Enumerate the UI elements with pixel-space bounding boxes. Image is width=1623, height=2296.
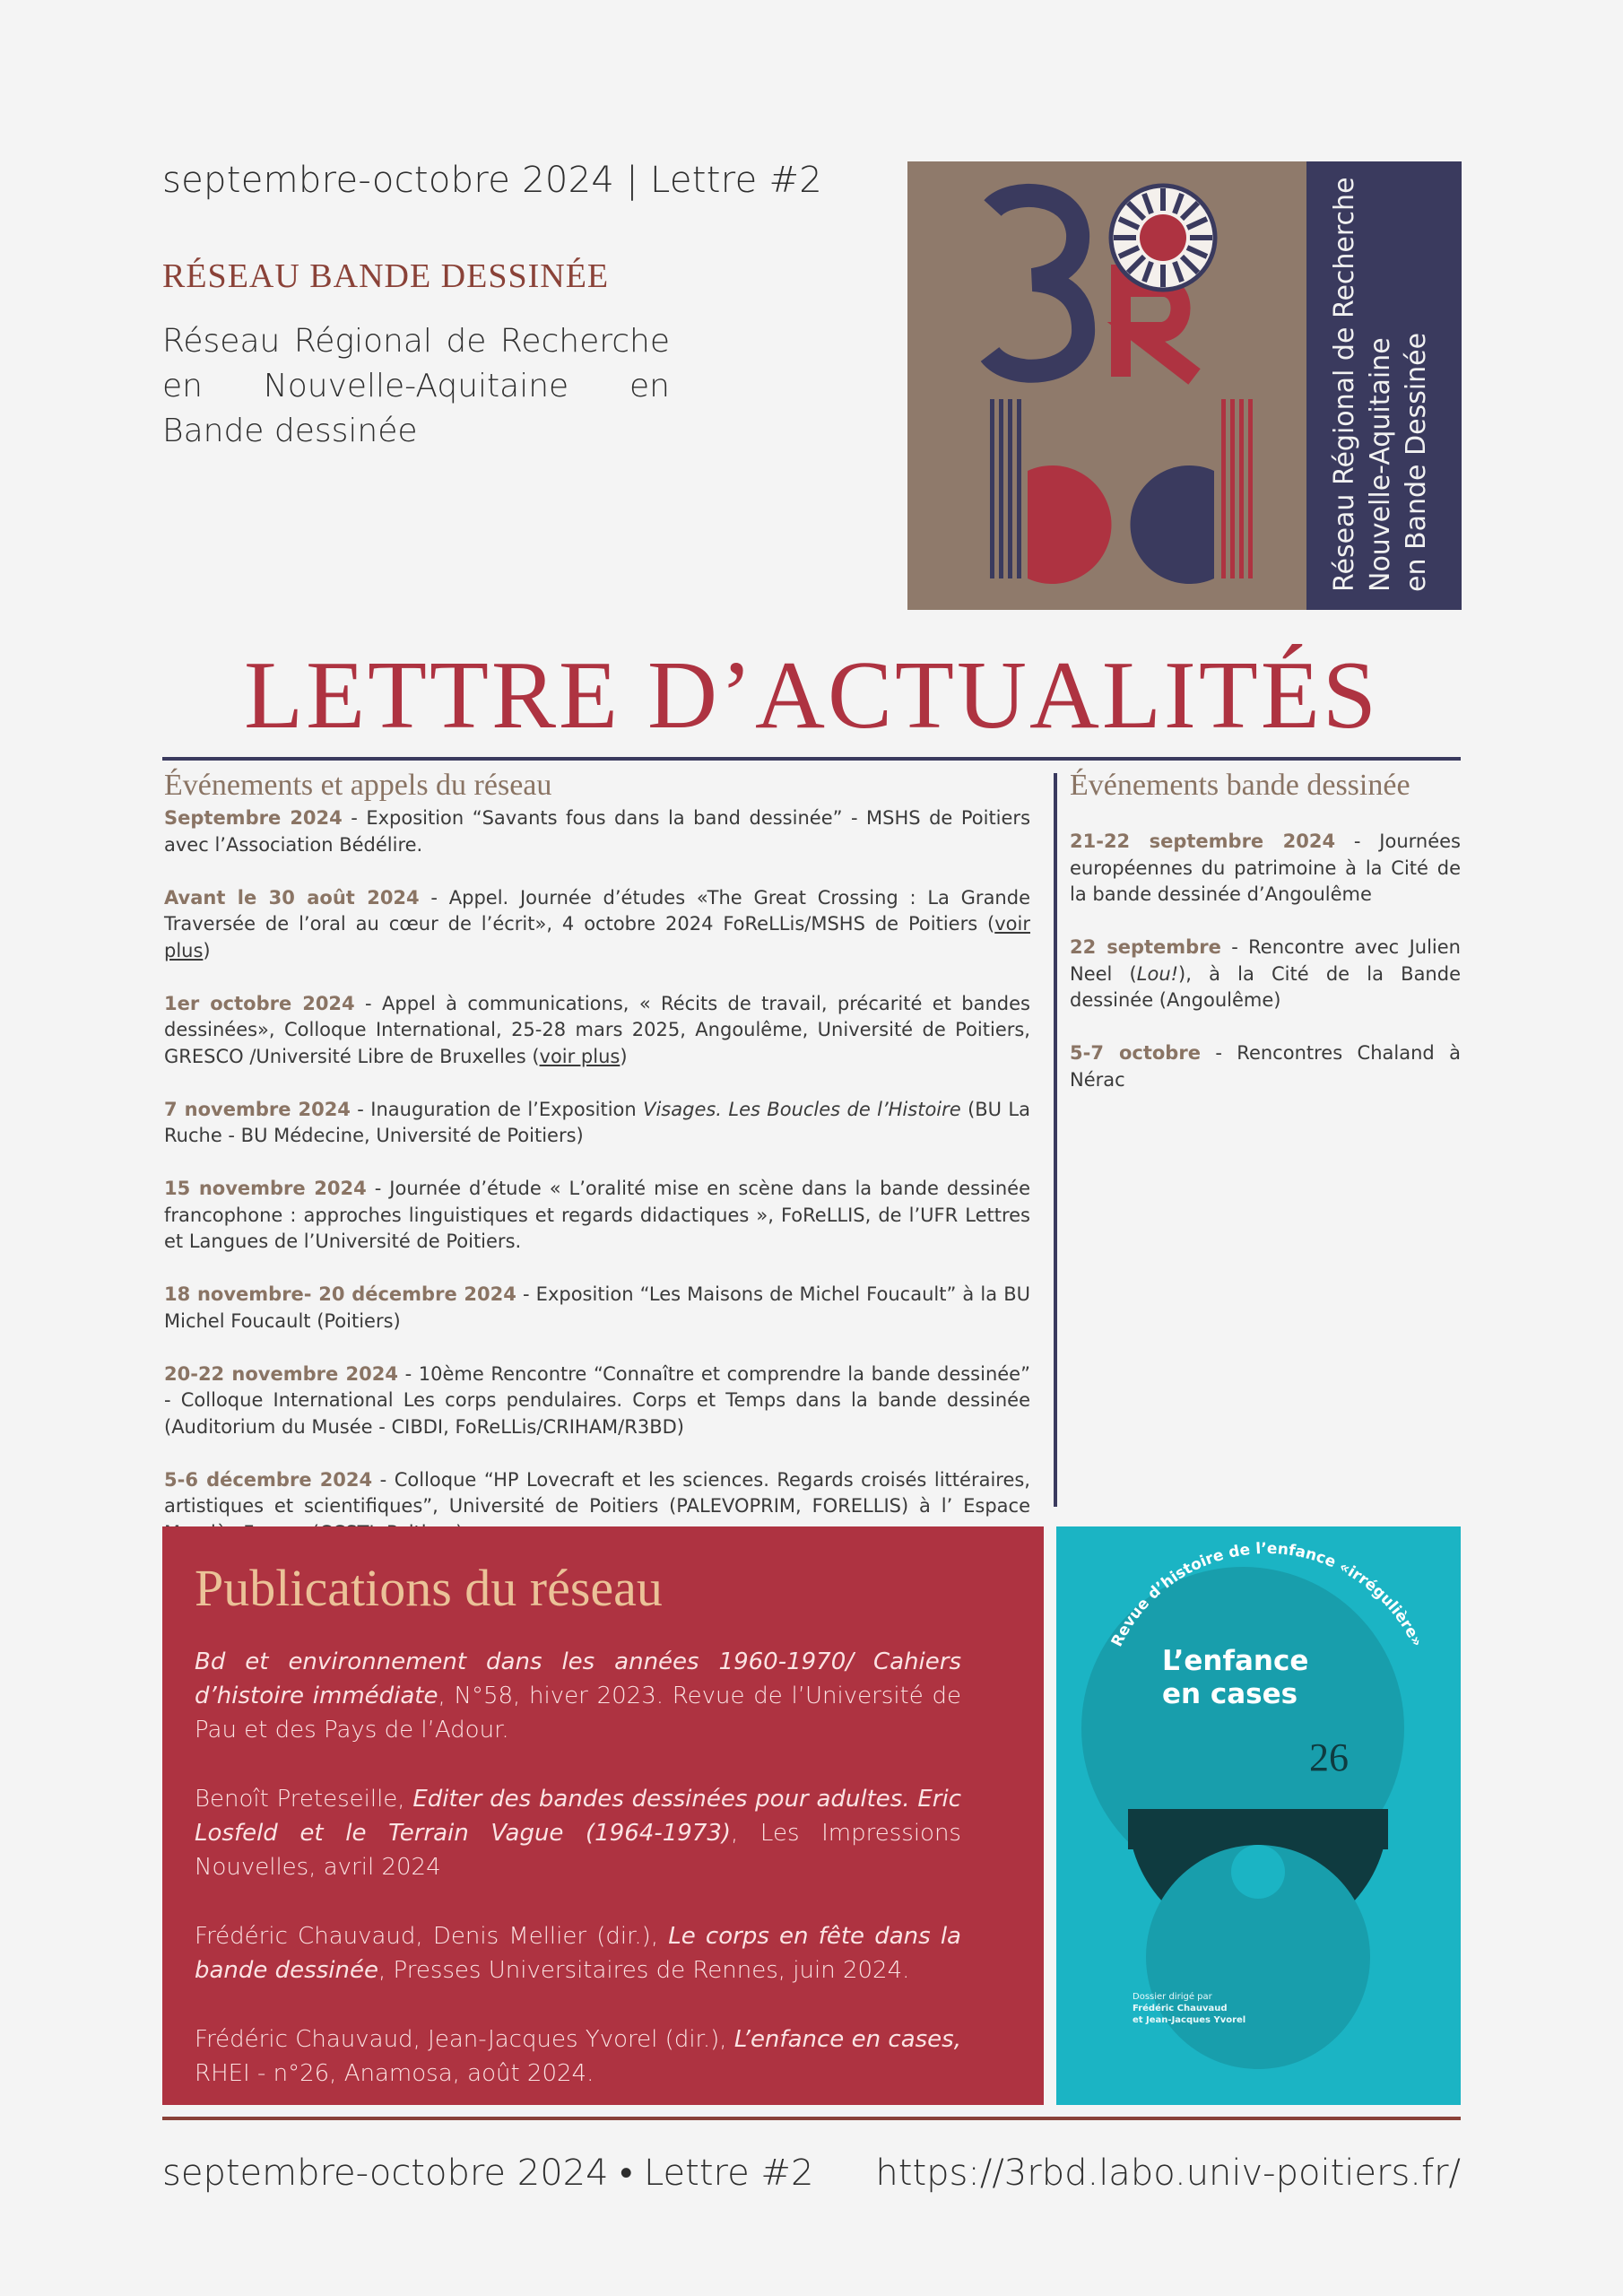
event-date: 20-22 novembre 2024 xyxy=(164,1362,398,1385)
event-date: 7 novembre 2024 xyxy=(164,1098,351,1120)
bd-events-column xyxy=(1070,766,1461,1120)
event-date: 21-22 septembre 2024 xyxy=(1070,831,1336,852)
event-text-after: ), à la Cité de la Bande dessinée (Angoulême) xyxy=(1070,962,1461,1011)
event-text: 10ème Rencontre “Connaître et comprendre la bande dessinée” - Colloque International Les corps pendulaires. Corps et Temps dans la bande dessinée (Auditorium du Musée - CIBDI, FoReLLis/CRIHAM/R3BD) xyxy=(164,1362,1030,1438)
event-item xyxy=(164,885,1030,965)
publication-details: , Les Impressions Nouvelles, avril 2024 xyxy=(195,1820,961,1881)
cover-credit-line1: Dossier dirigé par xyxy=(1133,1992,1212,2002)
event-date: 22 septembre xyxy=(1070,936,1221,958)
event-separator: - xyxy=(1220,936,1249,958)
event-separator: - xyxy=(372,1468,395,1491)
event-date: 18 novembre- 20 décembre 2024 xyxy=(164,1283,516,1305)
event-date: Septembre 2024 xyxy=(164,807,343,829)
event-date: 5-6 décembre 2024 xyxy=(164,1468,373,1491)
event-item xyxy=(1070,935,1461,1014)
title-rule xyxy=(162,757,1461,761)
network-events-column xyxy=(164,766,1030,1573)
event-item xyxy=(164,1282,1030,1335)
logo-side-text-2: Nouvelle-Aquitaine xyxy=(1365,337,1396,592)
network-description: Réseau Régional de Recherche en Nouvelle-Aquitaine en Bande dessinée xyxy=(162,323,670,449)
publication-details: , Presses Universitaires de Rennes, juin 2024. xyxy=(378,1957,910,1984)
header-dateline: septembre-octobre 2024 | Lettre #2 xyxy=(162,160,823,201)
event-item xyxy=(164,1361,1030,1441)
publication-details: , N°58, hiver 2023. Revue de l’Université de Pau et des Pays de l’Adour. xyxy=(195,1683,961,1744)
event-separator: - xyxy=(516,1283,536,1305)
bd-events-heading: Événements bande dessinée xyxy=(1070,769,1410,802)
event-separator: - xyxy=(366,1178,390,1199)
voir-plus-link[interactable]: voir plus xyxy=(164,913,1030,961)
event-separator: - xyxy=(397,1362,419,1385)
network-events-heading: Événements et appels du réseau xyxy=(164,769,552,802)
footer-url[interactable]: https://3rbd.labo.univ-poitiers.fr/ xyxy=(875,2152,1461,2194)
event-text-after: ) xyxy=(620,1045,628,1067)
book-cover xyxy=(1056,1526,1461,2105)
event-text: Inauguration de l’Exposition xyxy=(370,1098,644,1120)
cover-arc-text: Revue d’histoire de l’enfance «irrégulière» xyxy=(1107,1539,1427,1650)
event-separator: - xyxy=(354,992,383,1014)
cover-title-line2: en cases xyxy=(1162,1678,1298,1710)
event-date: Avant le 30 août 2024 xyxy=(164,886,420,909)
bd-events-list xyxy=(1070,829,1461,1093)
network-title: RÉSEAU BANDE DESSINÉE xyxy=(162,257,610,295)
event-text-after: (BU La Ruche - BU Médecine, Université de Poitiers) xyxy=(164,1098,1030,1146)
event-item xyxy=(1070,829,1461,909)
event-text: Journées européennes du patrimoine à la Cité de la bande dessinée d’Angoulême xyxy=(1070,831,1461,905)
event-separator: - xyxy=(350,1098,371,1120)
publications-list xyxy=(195,1645,961,2091)
logo-side-text-1: Réseau Régional de Recherche xyxy=(1329,177,1360,592)
footer-dateline: septembre-octobre 2024 • Lettre #2 xyxy=(162,2152,814,2194)
voir-plus-link[interactable]: voir plus xyxy=(539,1045,621,1067)
event-text: Appel. Journée d’études «The Great Crossing : La Grande Traversée de l’oral au cœur de l’écrit», 4 octobre 2024 FoReLLis/MSHS de Poitiers ( xyxy=(164,886,1030,935)
publication-item xyxy=(195,2022,961,2091)
event-item xyxy=(164,805,1030,858)
main-title: LETTRE D’ACTUALITÉS xyxy=(244,642,1379,749)
publications-box xyxy=(162,1526,1044,2105)
event-text: Colloque “HP Lovecraft et les sciences. Regards croisés littéraires, artistiques et scientifiques”, Université de Poitiers (PALEVOPRIM, FORELLIS) à l’ Espace xyxy=(164,1468,1030,1517)
event-item xyxy=(164,1097,1030,1150)
publication-details: RHEI - n°26, Anamosa, août 2024. xyxy=(195,2060,595,2087)
publication-item xyxy=(195,1919,961,1987)
event-text: Journée d’étude « L’oralité mise en scène dans la bande dessinée francophone : approches linguistiques et regards didactiques », FoReLLIS, de l’UFR Lettres et Langues de l’Université de Poitiers. xyxy=(164,1178,1030,1252)
publication-authors: Frédéric Chauvaud, Denis Mellier (dir.), xyxy=(195,1923,669,1950)
publication-authors: Benoît Preteseille, xyxy=(195,1786,413,1813)
network-events-list xyxy=(164,805,1030,1546)
publication-title: Editer des bandes dessinées pour adultes. Eric Losfeld et le Terrain Vague (1964-1973) xyxy=(195,1786,961,1847)
3rbd-logo xyxy=(907,161,1462,610)
cover-credit-line3: et Jean-Jacques Yvorel xyxy=(1133,2015,1246,2025)
cover-title-line1: L’enfance xyxy=(1162,1645,1309,1677)
column-divider xyxy=(1054,773,1057,1507)
publication-title: L’enfance en cases, xyxy=(733,2026,961,2053)
event-text: Exposition “Les Maisons de Michel Foucault” à la BU Michel Foucault (Poitiers) xyxy=(164,1283,1030,1332)
event-item xyxy=(1070,1040,1461,1093)
event-italic-title: Visages. Les Boucles de l’Histoire xyxy=(643,1098,961,1120)
event-italic-title: Lou! xyxy=(1136,962,1179,985)
logo-side-text-3: en Bande Dessinée xyxy=(1401,332,1432,592)
event-separator: - xyxy=(1200,1042,1237,1064)
event-separator: - xyxy=(419,886,449,909)
event-item xyxy=(164,1176,1030,1256)
publications-heading: Publications du réseau xyxy=(195,1559,663,1617)
event-separator: - xyxy=(342,807,367,829)
footer-rule xyxy=(162,2117,1461,2120)
cover-issue-number: 26 xyxy=(1309,1735,1349,1779)
event-text: Rencontres Chaland à Nérac xyxy=(1070,1042,1461,1091)
event-text: Appel à communications, « Récits de travail, précarité et bandes dessinées», Colloque International, 25-28 mars 2025, Angoulême, Université de Poitiers, GRESCO /Université Libre de Bruxelles ( xyxy=(164,992,1030,1067)
event-text: Exposition “Savants fous dans la band dessinée” - MSHS de Poitiers avec l’Association Bédélire. xyxy=(164,807,1031,856)
event-date: 1er octobre 2024 xyxy=(164,992,355,1014)
cover-credit-line2: Frédéric Chauvaud xyxy=(1133,2004,1228,2013)
event-date: 5-7 octobre xyxy=(1070,1042,1201,1064)
event-text: Rencontre avec Julien Neel ( xyxy=(1070,936,1461,985)
publication-title: Bd et environnement dans les années 1960-1970/ Cahiers d’histoire immédiate xyxy=(195,1648,961,1709)
event-date: 15 novembre 2024 xyxy=(164,1178,367,1199)
publication-item xyxy=(195,1782,961,1884)
publication-item xyxy=(195,1645,961,1747)
publication-authors: Frédéric Chauvaud, Jean-Jacques Yvorel (dir.), xyxy=(195,2026,734,2053)
publication-title: Le corps en fête dans la bande dessinée xyxy=(195,1923,961,1984)
event-text-after: ) xyxy=(203,939,211,961)
event-item xyxy=(164,991,1030,1071)
event-separator: - xyxy=(1335,831,1380,852)
